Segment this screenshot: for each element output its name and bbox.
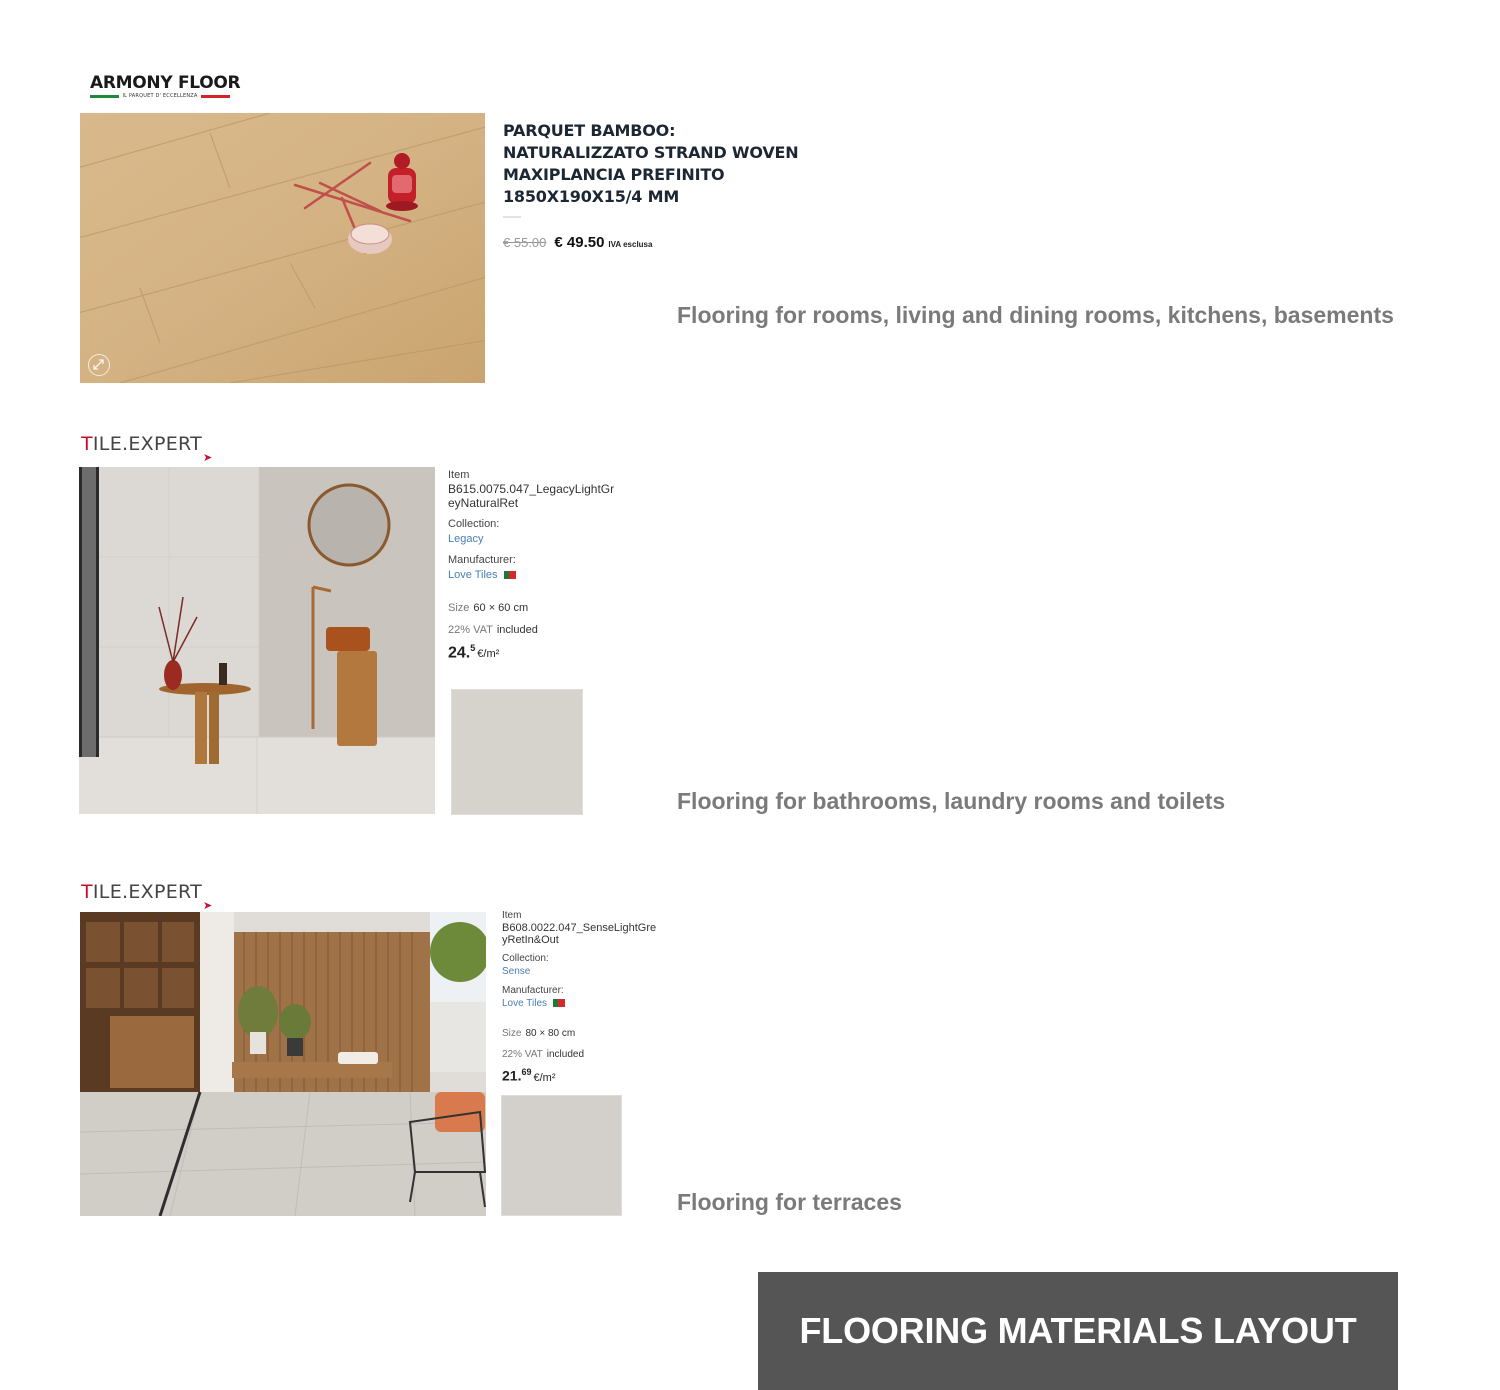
product-title (503, 120, 823, 208)
tile-price (502, 1067, 702, 1084)
item-code-line: B615.0075.047_LegacyLightGr (448, 482, 615, 496)
price-row (503, 234, 652, 251)
tile-logo-rest: ILE.EXPERT (92, 881, 203, 903)
price-unit: €/m² (477, 648, 500, 661)
price-new: € 49.50 (554, 234, 605, 251)
manufacturer-label: Manufacturer: (502, 985, 564, 996)
armony-logo-tagline-bar (90, 93, 230, 99)
layout-title-banner (758, 1272, 1398, 1390)
size-value: 80 × 80 cm (525, 1028, 576, 1039)
caption-bathrooms: Flooring for bathrooms, laundry rooms and toilets (677, 788, 1226, 814)
cursor-arrow-icon: ➤ (203, 899, 213, 912)
product-title-line: PARQUET BAMBOO: (503, 121, 676, 140)
vat-label: 22% VAT (502, 1049, 543, 1060)
price-vat-note: IVA esclusa (608, 240, 653, 249)
bathroom-interior-photo[interactable] (79, 467, 435, 814)
product-title-line: MAXIPLANCIA PREFINITO (503, 165, 725, 184)
manufacturer-link[interactable]: Love Tiles (502, 998, 548, 1009)
item-code-line: yRetIn&Out (502, 934, 559, 946)
manufacturer-link[interactable]: Love Tiles (448, 569, 498, 581)
collection-link[interactable]: Sense (502, 966, 531, 977)
manufacturer-label: Manufacturer: (448, 554, 516, 566)
collection-link[interactable]: Legacy (448, 533, 484, 545)
price-decimal: 69 (521, 1067, 532, 1077)
size-label: Size (448, 602, 470, 614)
tile-logo-first: T (81, 433, 93, 455)
caption-rooms: Flooring for rooms, living and dining rooms, kitchens, basements (677, 302, 1394, 328)
banner-title: FLOORING MATERIALS LAYOUT (799, 1310, 1357, 1351)
product-title-line: NATURALIZZATO STRAND WOVEN (503, 143, 799, 162)
vat-row (502, 1048, 702, 1062)
tile-info-panel (502, 910, 702, 1084)
collection-label: Collection: (448, 518, 500, 530)
item-code[interactable] (448, 482, 648, 510)
price-unit: €/m² (533, 1071, 556, 1084)
size-row (448, 601, 648, 615)
collection-label: Collection: (502, 953, 549, 964)
product-title-line: 1850X190X15/4 MM (503, 187, 680, 206)
size-row (502, 1027, 702, 1041)
tile-swatch[interactable] (451, 689, 583, 815)
manufacturer-row (502, 998, 702, 1010)
tile-logo-rest: ILE.EXPERT (92, 433, 203, 455)
size-label: Size (502, 1028, 522, 1039)
price-integer: 24. (448, 644, 471, 662)
zoom-expand-icon[interactable] (88, 354, 110, 376)
price-old: € 55.00 (503, 235, 547, 250)
armony-logo-tagline: IL PARQUET D' ECCELLENZA (122, 93, 198, 99)
tile-logo-first: T (81, 881, 93, 903)
vat-row (448, 623, 648, 637)
tile-swatch[interactable] (501, 1095, 622, 1216)
portugal-flag-icon (504, 571, 516, 579)
vat-value: included (496, 624, 538, 636)
item-code-line: eyNaturalRet (448, 496, 519, 510)
armony-logo-name: ARMONY FLOOR (90, 73, 241, 93)
tile-info-panel (448, 469, 648, 662)
vat-value: included (546, 1049, 585, 1060)
manufacturer-row (448, 568, 648, 582)
tile-price (448, 643, 648, 662)
size-value: 60 × 60 cm (473, 602, 529, 614)
cursor-arrow-icon: ➤ (203, 451, 213, 464)
item-label: Item (502, 910, 522, 921)
bamboo-parquet-photo[interactable] (80, 113, 485, 383)
item-code[interactable] (502, 922, 702, 946)
vat-label: 22% VAT (448, 624, 493, 636)
title-divider (503, 216, 521, 218)
tile-expert-logo[interactable] (81, 881, 213, 912)
caption-terraces: Flooring for terraces (677, 1189, 902, 1215)
terrace-photo[interactable] (80, 912, 486, 1216)
item-code-line: B608.0022.047_SenseLightGre (502, 922, 657, 934)
armony-floor-logo[interactable] (90, 73, 241, 99)
item-label: Item (448, 469, 470, 481)
tile-expert-logo[interactable] (81, 433, 213, 464)
portugal-flag-icon (553, 999, 565, 1007)
price-decimal: 5 (470, 643, 476, 653)
price-integer: 21. (502, 1067, 522, 1084)
